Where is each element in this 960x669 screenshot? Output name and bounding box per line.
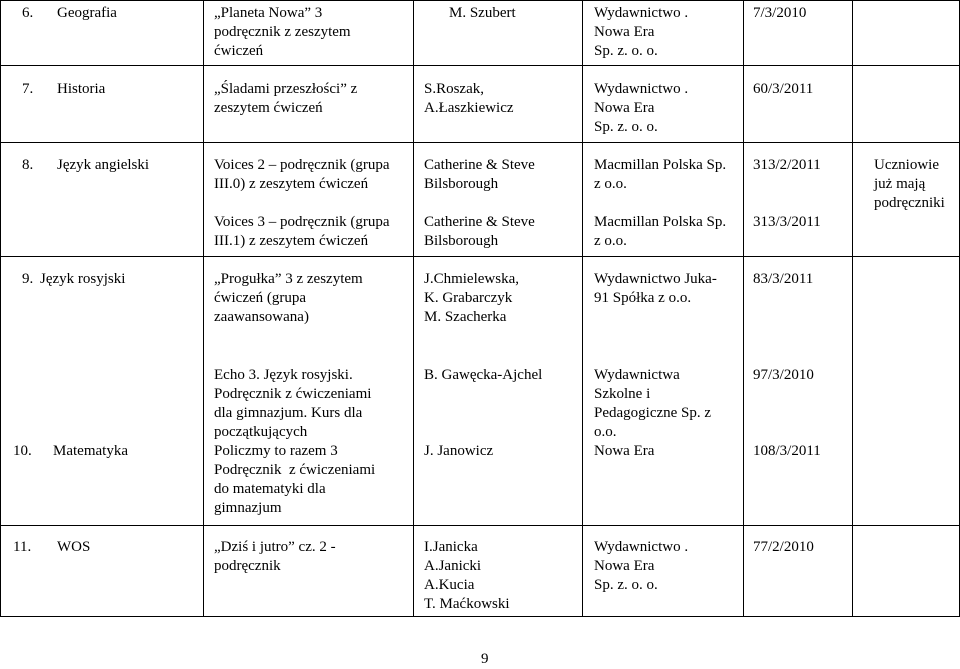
subject-cell: WOS (57, 539, 91, 555)
row-divider (0, 142, 960, 143)
col-divider (743, 0, 744, 617)
col-divider (582, 0, 583, 617)
approval-cell: 313/3/2011 (753, 214, 821, 230)
row-divider (0, 525, 960, 526)
author-cell: B. Gawęcka-Ajchel (424, 367, 543, 383)
table-border-top (0, 0, 960, 1)
title-cell: „Śladami przeszłości” z zeszytem ćwiczeń (214, 81, 358, 116)
author-cell: I.Janicka A.Janicki A.Kucia T. Maćkowski (424, 539, 510, 612)
approval-cell: 83/3/2011 (753, 271, 814, 287)
subject-cell: Matematyka (53, 443, 128, 459)
approval-cell: 7/3/2010 (753, 5, 807, 21)
title-cell: „Dziś i jutro” cz. 2 - podręcznik (214, 539, 336, 574)
row-number: 8. (22, 157, 34, 173)
approval-cell: 60/3/2011 (753, 81, 814, 97)
publisher-cell: Macmillan Polska Sp. z o.o. (594, 157, 727, 192)
title-cell: „Planeta Nowa” 3 podręcznik z zeszytem ćwiczeń (214, 5, 351, 59)
row-divider (0, 256, 960, 257)
author-cell: Catherine & Steve Bilsborough (424, 157, 535, 192)
table-border-left (0, 0, 1, 617)
title-cell: Voices 2 – podręcznik (grupa III.0) z zeszytem ćwiczeń (214, 157, 390, 192)
author-cell: M. Szubert (449, 5, 516, 21)
title-cell: Policzmy to razem 3 Podręcznik z ćwiczeniami do matematyki dla gimnazjum (214, 443, 376, 516)
title-cell: Echo 3. Język rosyjski. Podręcznik z ćwiczeniami dla gimnazjum. Kurs dla początkujących (214, 367, 372, 440)
approval-cell: 313/2/2011 (753, 157, 821, 173)
publisher-cell: Nowa Era (594, 443, 655, 459)
approval-cell: 108/3/2011 (753, 443, 821, 459)
subject-cell: Język angielski (57, 157, 150, 173)
author-cell: J.Chmielewska, K. Grabarczyk M. Szacherka (424, 271, 519, 325)
title-cell: „Progułka” 3 z zeszytem ćwiczeń (grupa zaawansowana) (214, 271, 363, 325)
note-cell: Uczniowie już mają podręczniki (874, 157, 945, 211)
row-number: 9. (22, 271, 34, 287)
row-number: 6. (22, 5, 34, 21)
col-divider (413, 0, 414, 617)
subject-cell: Język rosyjski (40, 271, 126, 287)
publisher-cell: Wydawnictwo . Nowa Era Sp. z. o. o. (594, 5, 689, 59)
approval-cell: 97/3/2010 (753, 367, 814, 383)
row-divider (0, 65, 960, 66)
publisher-cell: Wydawnictwa Szkolne i Pedagogiczne Sp. z o.o. (594, 367, 712, 440)
col-divider (203, 0, 204, 617)
subject-cell: Historia (57, 81, 106, 97)
author-cell: J. Janowicz (424, 443, 494, 459)
page-number: 9 (481, 651, 489, 667)
row-number: 10. (13, 443, 32, 459)
publisher-cell: Macmillan Polska Sp. z o.o. (594, 214, 727, 249)
author-cell: Catherine & Steve Bilsborough (424, 214, 535, 249)
row-number: 11. (13, 539, 32, 555)
publisher-cell: Wydawnictwo . Nowa Era Sp. z. o. o. (594, 539, 689, 593)
approval-cell: 77/2/2010 (753, 539, 814, 555)
author-cell: S.Roszak, A.Łaszkiewicz (424, 81, 514, 116)
publisher-cell: Wydawnictwo . Nowa Era Sp. z. o. o. (594, 81, 689, 135)
row-number: 7. (22, 81, 34, 97)
publisher-cell: Wydawnictwo Juka- 91 Spółka z o.o. (594, 271, 717, 306)
subject-cell: Geografia (57, 5, 117, 21)
col-divider (852, 0, 853, 617)
title-cell: Voices 3 – podręcznik (grupa III.1) z zeszytem ćwiczeń (214, 214, 390, 249)
table-border-bottom (0, 616, 960, 617)
